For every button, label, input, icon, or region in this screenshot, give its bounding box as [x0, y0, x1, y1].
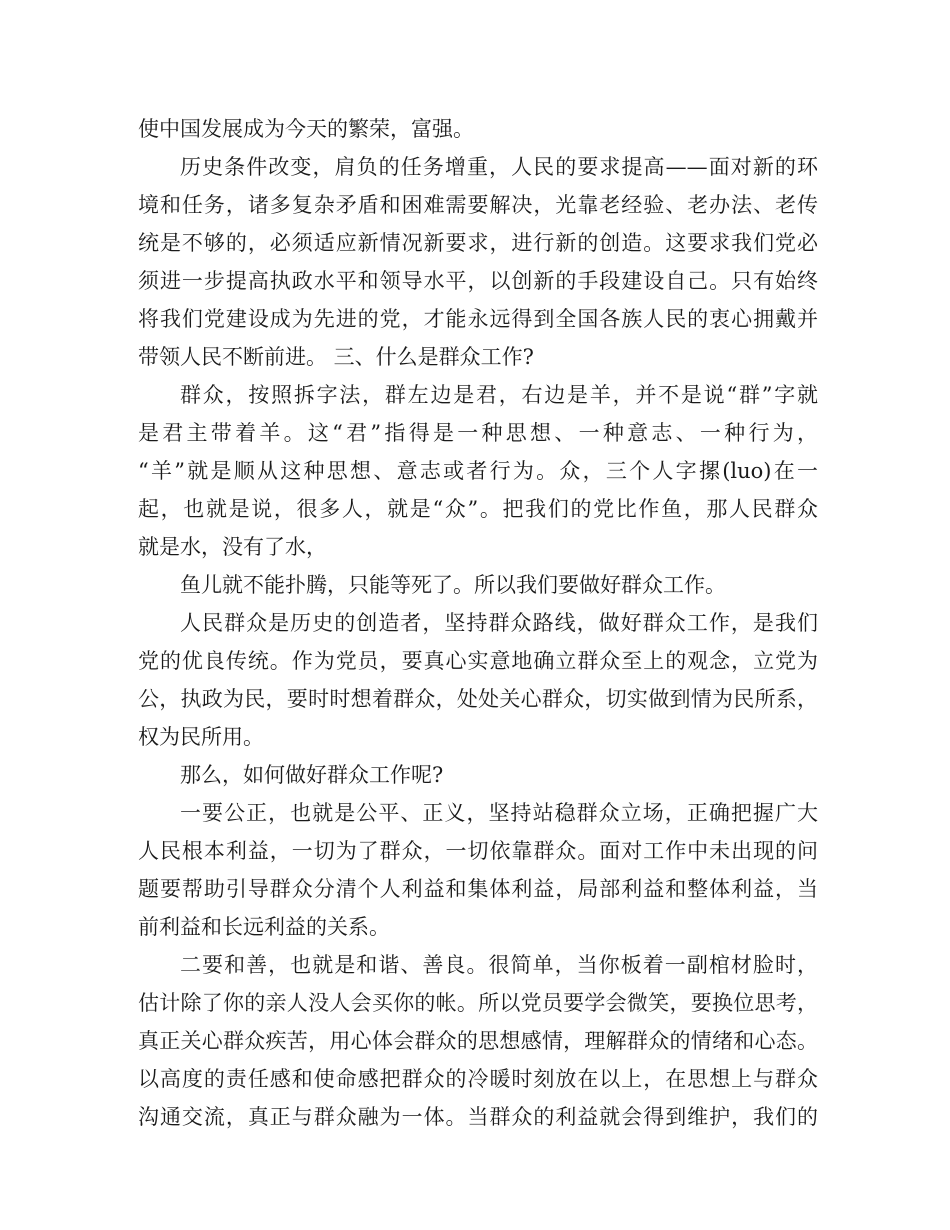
text-line: 公，执政为民，要时时想着群众，处处关心群众，切实做到情为民所系， — [138, 687, 818, 711]
text-line: 统是不够的，必须适应新情况新要求，进行新的创造。这要求我们党必 — [138, 231, 818, 255]
text-line: 带领人民不断前进。 三、什么是群众工作? — [138, 345, 534, 369]
text-line: “羊”就是顺从这种思想、意志或者行为。众，三个人字摞(luo)在一 — [138, 459, 818, 483]
text-line: 就是水，没有了水， — [138, 535, 327, 559]
text-line: 估计除了你的亲人没人会买你的帐。所以党员要学会微笑，要换位思考， — [138, 991, 818, 1015]
text-line: 沟通交流，真正与群众融为一体。当群众的利益就会得到维护，我们的 — [138, 1105, 818, 1129]
document-body — [138, 110, 818, 1136]
text-line: 境和任务，诸多复杂矛盾和困难需要解决，光靠老经验、老办法、老传 — [138, 193, 818, 217]
text-line: 权为民所用。 — [138, 725, 264, 749]
text-line: 人民群众是历史的创造者，坚持群众路线，做好群众工作，是我们 — [180, 611, 818, 635]
text-line: 使中国发展成为今天的繁荣，富强。 — [138, 117, 474, 141]
text-line: 群众，按照拆字法，群左边是君，右边是羊，并不是说“群”字就 — [180, 383, 818, 407]
text-line: 党的优良传统。作为党员，要真心实意地确立群众至上的观念，立党为 — [138, 649, 818, 673]
text-line: 前利益和长远利益的关系。 — [138, 915, 390, 939]
text-line: 是君主带着羊。这“君”指得是一种思想、一种意志、一种行为， — [138, 421, 818, 445]
text-line: 题要帮助引导群众分清个人利益和集体利益，局部利益和整体利益，当 — [138, 877, 818, 901]
text-line: 真正关心群众疾苦，用心体会群众的思想感情，理解群众的情绪和心态。 — [138, 1029, 818, 1053]
text-line: 二要和善，也就是和谐、善良。很简单，当你板着一副棺材脸时， — [180, 953, 818, 977]
text-line: 鱼儿就不能扑腾，只能等死了。所以我们要做好群众工作。 — [180, 573, 726, 597]
text-line: 以高度的责任感和使命感把群众的冷暖时刻放在以上，在思想上与群众 — [138, 1067, 818, 1091]
text-line: 那么，如何做好群众工作呢? — [180, 763, 444, 787]
text-line: 历史条件改变，肩负的任务增重，人民的要求提高——面对新的环 — [180, 155, 818, 179]
text-line: 起，也就是说，很多人，就是“众”。把我们的党比作鱼，那人民群众 — [138, 497, 818, 521]
text-line: 一要公正，也就是公平、正义，坚持站稳群众立场，正确把握广大 — [180, 801, 818, 825]
text-line: 须进一步提高执政水平和领导水平，以创新的手段建设自己。只有始终 — [138, 269, 818, 293]
text-line: 人民根本利益，一切为了群众，一切依靠群众。面对工作中未出现的问 — [138, 839, 818, 863]
text-line: 将我们党建设成为先进的党，才能永远得到全国各族人民的衷心拥戴并 — [138, 307, 818, 331]
